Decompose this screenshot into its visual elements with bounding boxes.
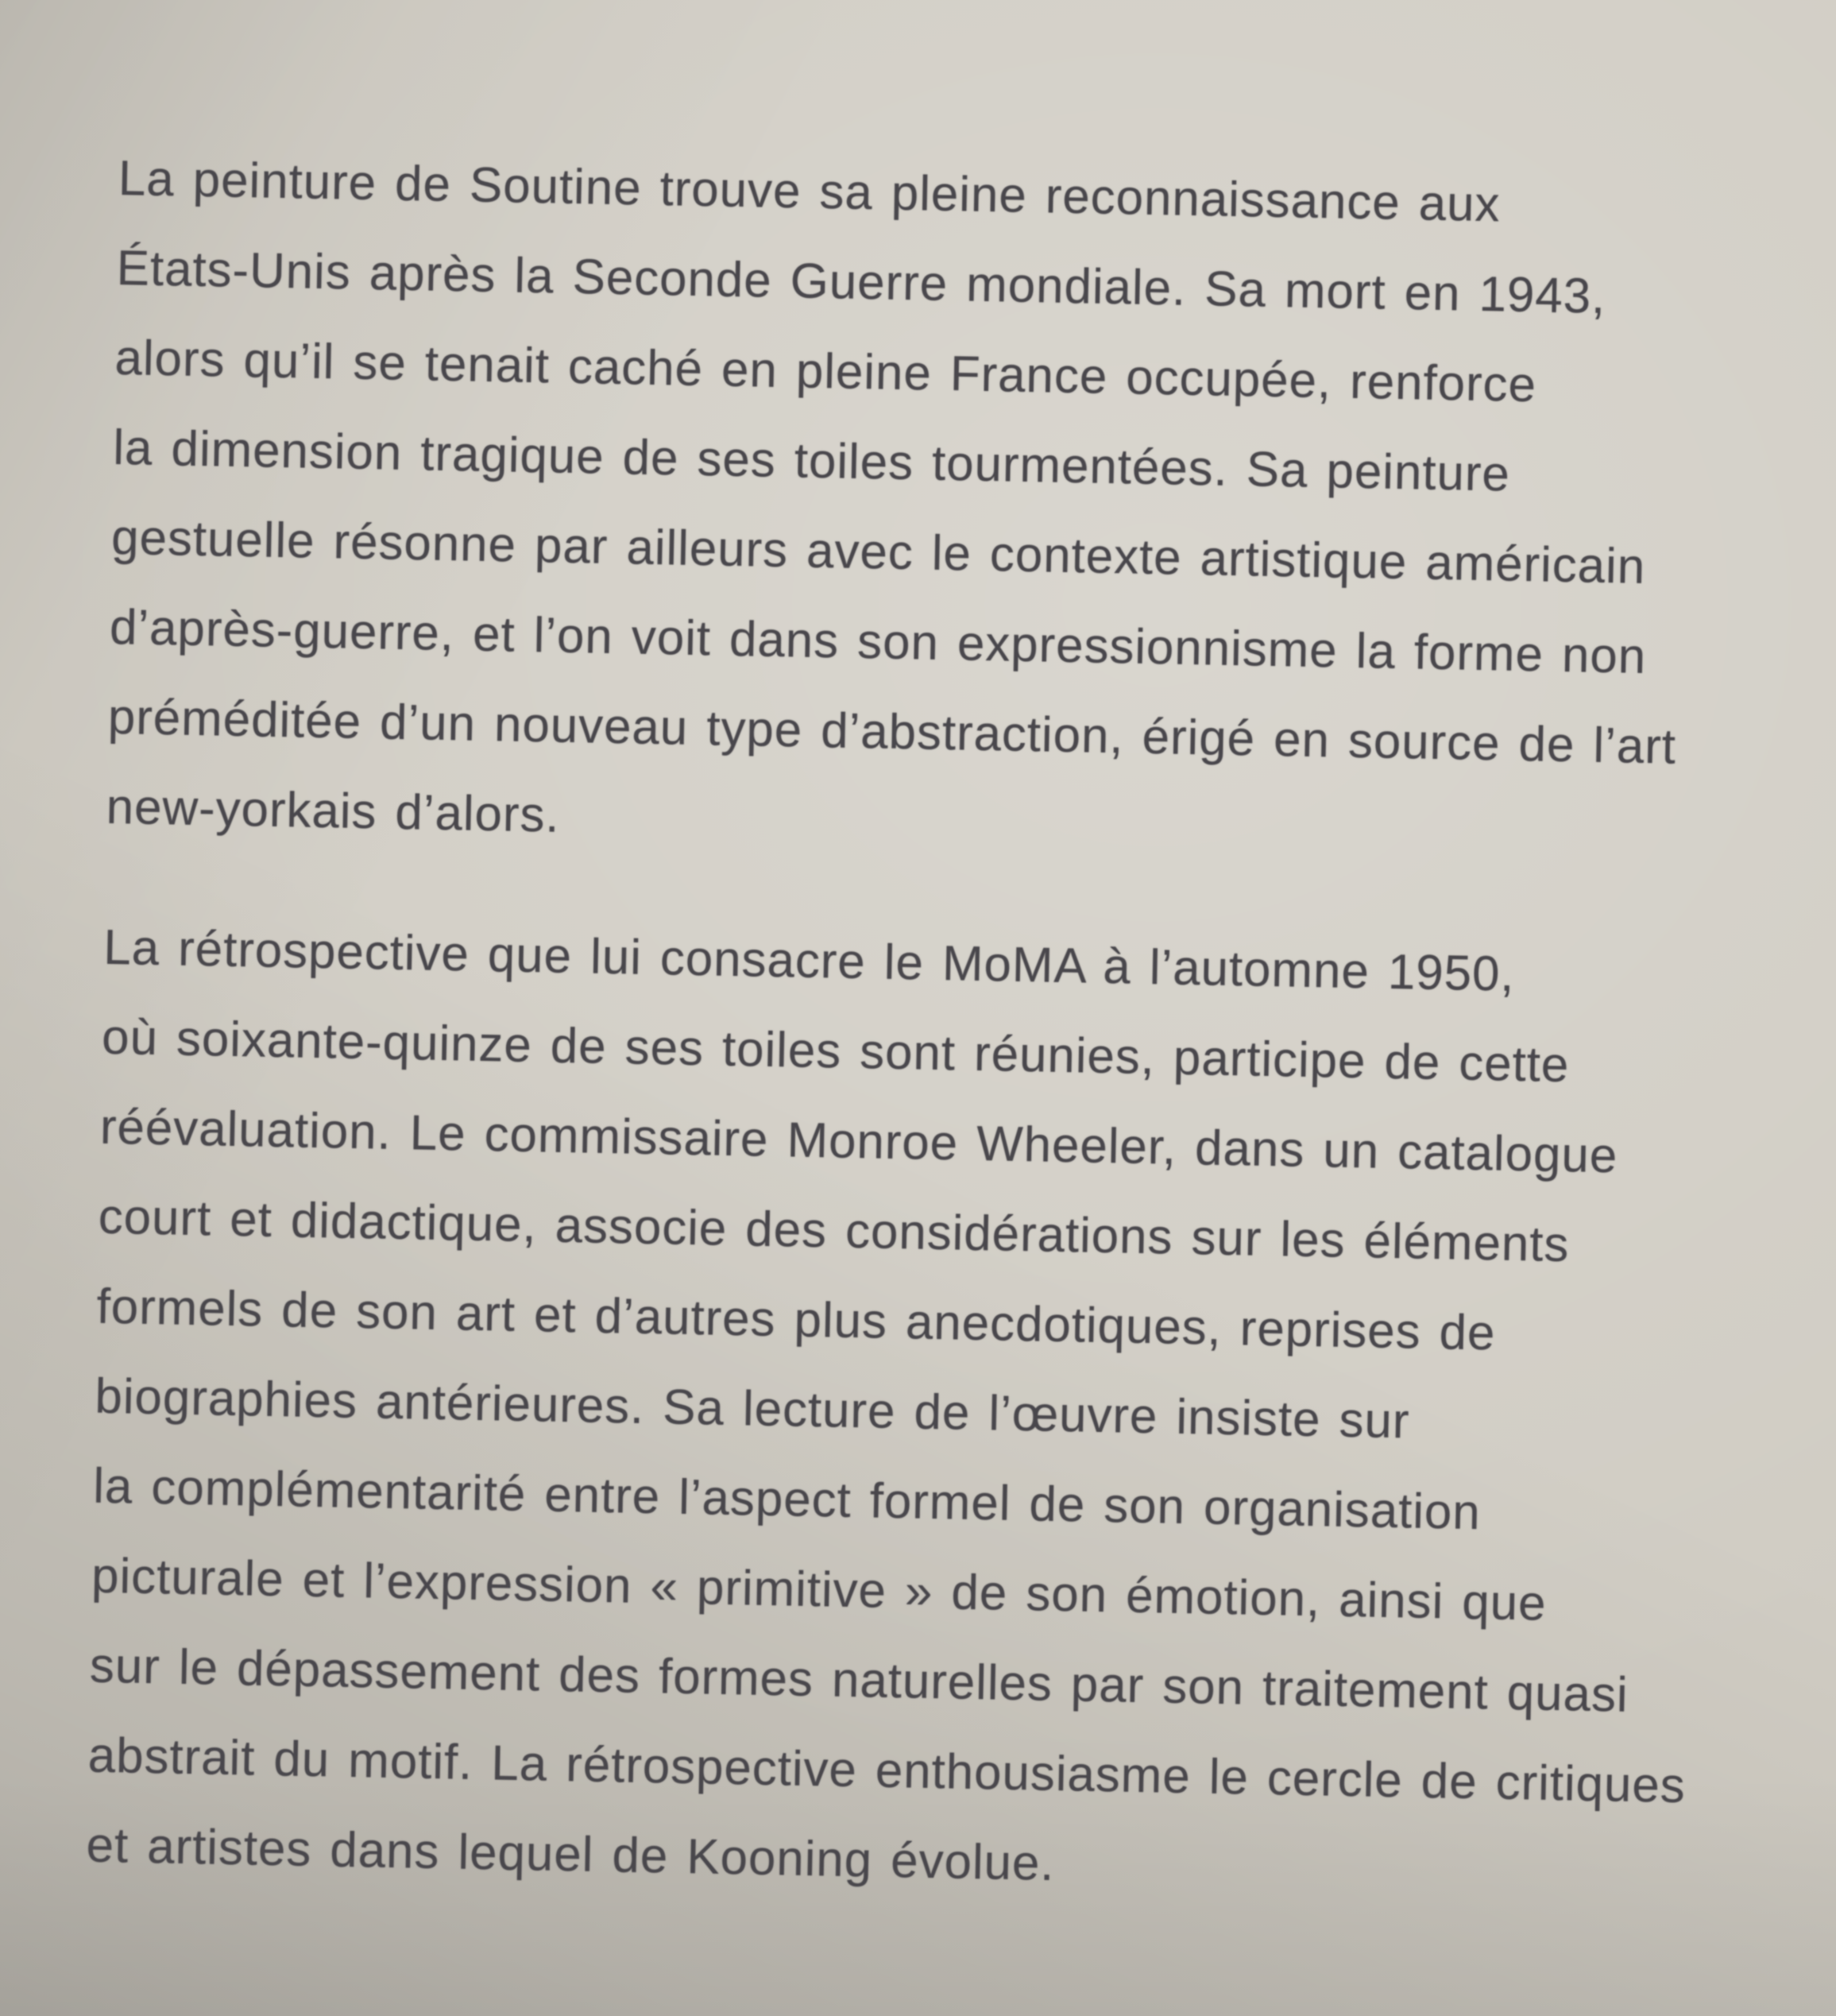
text-line: formels de son art et d’autres plus anecdotiques, reprises de xyxy=(95,1279,1497,1361)
text-line: alors qu’il se tenait caché en pleine France occupée, renforce xyxy=(114,330,1537,413)
text-line: new-yorkais d’alors. xyxy=(106,779,561,843)
paragraph-1 xyxy=(106,133,1811,884)
text-line: et artistes dans lequel de Kooning évolue. xyxy=(85,1817,1056,1891)
text-line: La rétrospective que lui consacre le MoMA à l’automne 1950, xyxy=(102,919,1516,1002)
text-block xyxy=(86,133,1811,1922)
text-line: picturale et l’expression « primitive » de son émotion, ainsi que xyxy=(91,1548,1548,1631)
text-line: où soixante-quinze de ses toiles sont réunies, participe de cette xyxy=(101,1009,1570,1093)
text-line: La peinture de Soutine trouve sa pleine reconnaissance aux xyxy=(118,150,1502,233)
text-line: d’après-guerre, et l’on voit dans son expressionnisme la forme non xyxy=(109,599,1647,685)
text-line: la complémentarité entre l’aspect formel de son organisation xyxy=(92,1458,1482,1541)
text-line: réévaluation. Le commissaire Monroe Wheeler, dans un catalogue xyxy=(99,1099,1618,1184)
text-line: préméditée d’un nouveau type d’abstraction, érigé en source de l’art xyxy=(107,689,1677,775)
text-line: sur le dépassement des formes naturelles par son traitement quasi xyxy=(89,1638,1629,1723)
text-line: biographies antérieures. Sa lecture de l’œuvre insiste sur xyxy=(94,1368,1411,1449)
text-line: court et didactique, associe des considérations sur les éléments xyxy=(98,1189,1570,1273)
text-line: gestuelle résonne par ailleurs avec le contexte artistique américain xyxy=(110,509,1646,594)
text-line: la dimension tragique de ses toiles tourmentées. Sa peinture xyxy=(112,420,1511,502)
paragraph-2 xyxy=(86,903,1796,1923)
text-line: États-Unis après la Seconde Guerre mondiale. Sa mort en 1943, xyxy=(116,240,1606,324)
text-line: abstrait du motif. La rétrospective enthousiasme le cercle de critiques xyxy=(87,1728,1687,1814)
